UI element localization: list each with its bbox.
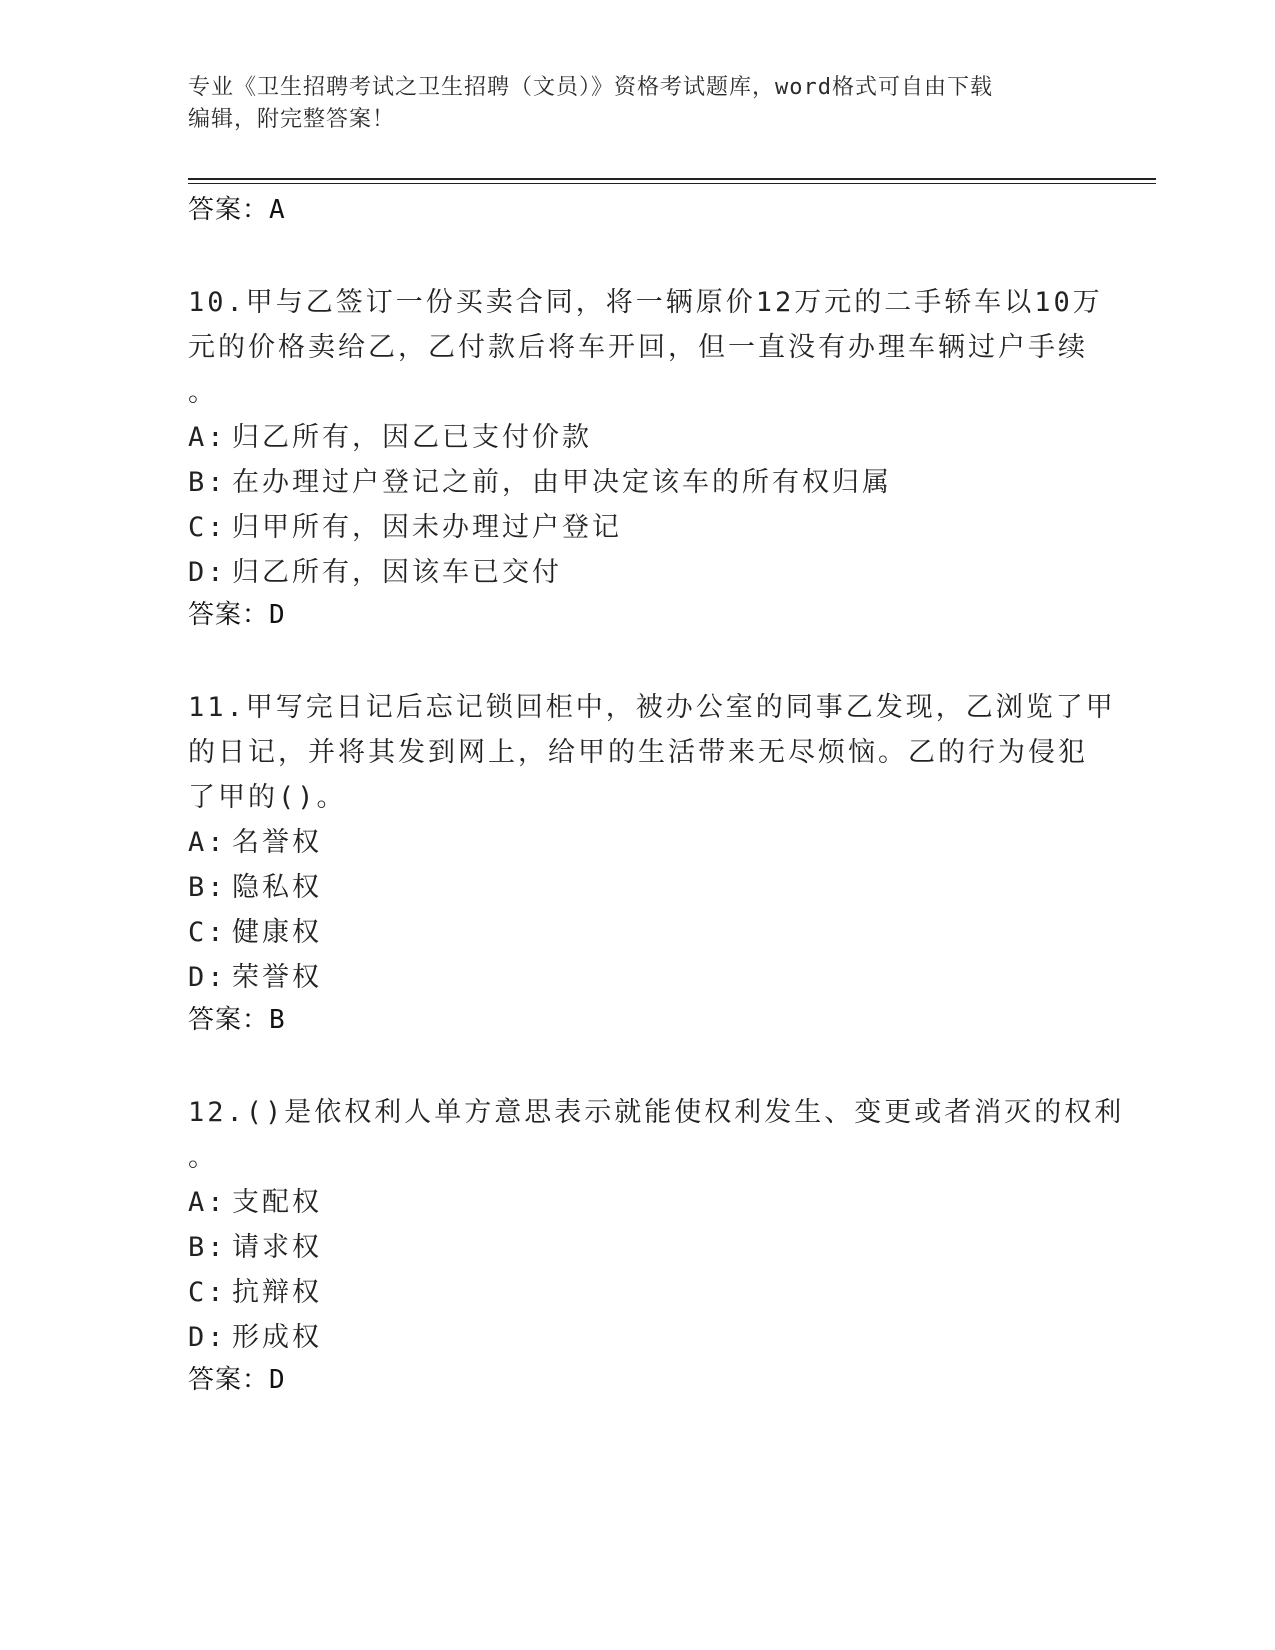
answer-label: 答案： <box>188 600 270 630</box>
header-rule-thin <box>188 183 1156 184</box>
option-text: 归乙所有，因乙已支付价款 <box>232 422 592 453</box>
option-c <box>188 505 1088 550</box>
option-key: C: <box>188 1277 227 1308</box>
option-a <box>188 1180 1088 1225</box>
option-text: 在办理过户登记之前，由甲决定该车的所有权归属 <box>232 467 892 498</box>
question-answer <box>188 1000 1088 1040</box>
question-10 <box>188 280 1103 635</box>
option-d <box>188 955 1088 1000</box>
question-answer <box>188 1360 1088 1400</box>
answer-value: A <box>269 195 286 225</box>
option-key: D: <box>188 962 227 993</box>
option-d <box>188 1315 1088 1360</box>
option-key: A: <box>188 827 227 858</box>
option-text: 抗辩权 <box>232 1277 322 1308</box>
option-text: 归乙所有，因该车已交付 <box>232 557 562 588</box>
question-12 <box>188 1090 1125 1400</box>
option-text: 名誉权 <box>232 827 322 858</box>
document-header <box>188 72 1088 136</box>
option-a <box>188 415 1088 460</box>
option-key: C: <box>188 917 227 948</box>
option-text: 请求权 <box>232 1232 322 1263</box>
option-b <box>188 1225 1088 1270</box>
option-text: 健康权 <box>232 917 322 948</box>
question-list <box>188 190 1125 1400</box>
option-text: 归甲所有，因未办理过户登记 <box>232 512 622 543</box>
header-line-2: 编辑，附完整答案！ <box>188 107 396 132</box>
stem-line: 11.甲写完日记后忘记锁回柜中，被办公室的同事乙发现，乙浏览了甲 <box>188 692 1116 723</box>
question-stem <box>188 685 1116 820</box>
option-b <box>188 460 1088 505</box>
answer-value: D <box>269 600 286 630</box>
option-key: A: <box>188 1187 227 1218</box>
option-c <box>188 1270 1088 1315</box>
option-text: 荣誉权 <box>232 962 322 993</box>
option-key: D: <box>188 1322 227 1353</box>
question-11 <box>188 685 1116 1040</box>
option-c <box>188 910 1088 955</box>
spacer <box>188 635 1088 685</box>
header-line-1: 专业《卫生招聘考试之卫生招聘（文员）》资格考试题库，word格式可自由下载 <box>188 75 993 100</box>
spacer <box>188 230 1088 280</box>
answer-value: D <box>269 1365 286 1395</box>
spacer <box>188 1040 1088 1090</box>
stem-line: 12.()是依权利人单方意思表示就能使权利发生、变更或者消灭的权利 <box>188 1097 1125 1128</box>
stem-line: 。 <box>188 377 218 408</box>
question-answer <box>188 595 1088 635</box>
option-key: C: <box>188 512 227 543</box>
option-key: B: <box>188 872 227 903</box>
stem-line: 10.甲与乙签订一份买卖合同，将一辆原价12万元的二手轿车以10万 <box>188 287 1103 318</box>
option-key: B: <box>188 467 227 498</box>
stem-line: 的日记，并将其发到网上，给甲的生活带来无尽烦恼。乙的行为侵犯 <box>188 737 1088 768</box>
header-rule-thick <box>188 178 1156 180</box>
option-key: B: <box>188 1232 227 1263</box>
answer-value: B <box>269 1005 286 1035</box>
option-a <box>188 820 1088 865</box>
answer-label: 答案： <box>188 1365 270 1395</box>
option-d <box>188 550 1088 595</box>
option-text: 隐私权 <box>232 872 322 903</box>
answer-label: 答案： <box>188 195 270 225</box>
question-stem <box>188 280 1103 415</box>
option-key: A: <box>188 422 227 453</box>
question-stem <box>188 1090 1125 1180</box>
answer-label: 答案： <box>188 1005 270 1035</box>
option-key: D: <box>188 557 227 588</box>
option-text: 支配权 <box>232 1187 322 1218</box>
stem-line: 。 <box>188 1142 218 1173</box>
previous-answer <box>188 190 1088 230</box>
option-b <box>188 865 1088 910</box>
stem-line: 了甲的()。 <box>188 782 347 813</box>
stem-line: 元的价格卖给乙，乙付款后将车开回，但一直没有办理车辆过户手续 <box>188 332 1088 363</box>
option-text: 形成权 <box>232 1322 322 1353</box>
